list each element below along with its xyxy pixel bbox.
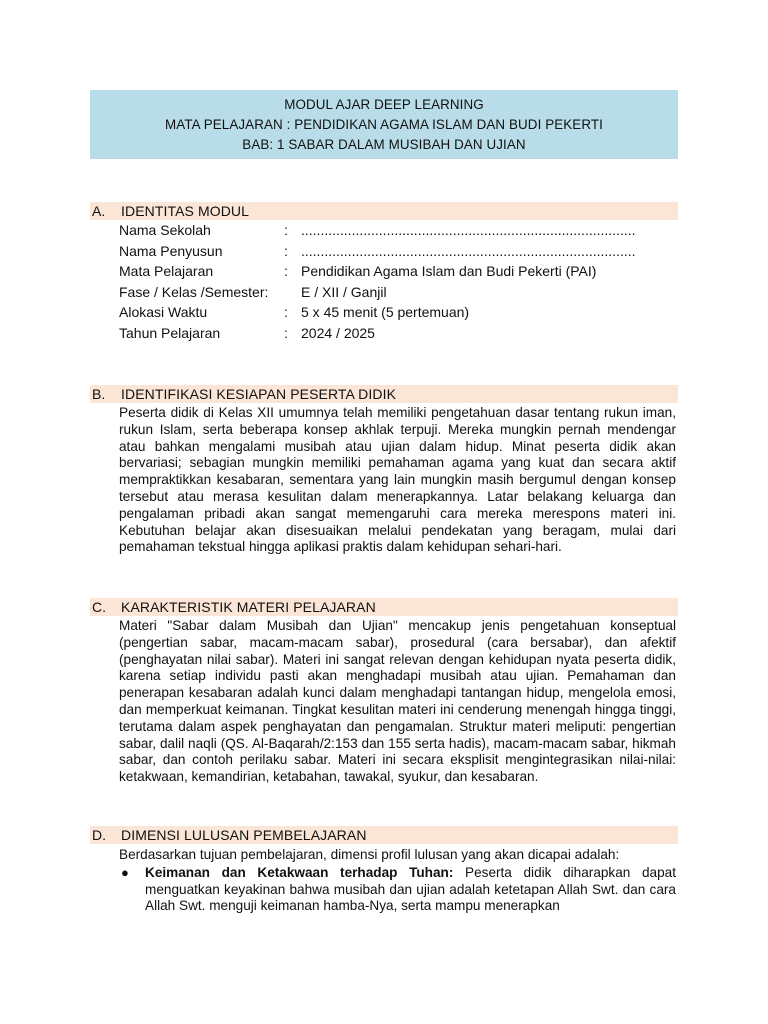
section-title: DIMENSI LULUSAN PEMBELAJARAN (121, 827, 367, 843)
section-heading (90, 598, 678, 616)
identity-label: Alokasi Waktu (119, 304, 208, 321)
section-letter: B. (92, 386, 106, 402)
section-intro: Berdasarkan tujuan pembelajaran, dimensi profil lulusan yang akan dicapai adalah: (119, 847, 620, 862)
identity-row (90, 282, 678, 303)
subject-title: MATA PELAJARAN : PENDIDIKAN AGAMA ISLAM DAN BUDI PEKERTI (165, 116, 603, 132)
section-heading (90, 385, 678, 403)
identity-label: Nama Sekolah (119, 222, 211, 239)
identity-value: 5 x 45 menit (5 pertemuan) (301, 304, 470, 321)
section-dimensi-lulusan (90, 826, 678, 915)
section-identitas-modul (90, 202, 678, 343)
bullet-text (145, 865, 676, 915)
bullet-icon: ● (121, 864, 129, 880)
bullet-body: Peserta didik diharapkan dapat menguatkan keyakinan bahwa musibah dan ujian adalah ketetapan Allah Swt. dan cara Allah Swt. menguji keimanan hamba-Nya, serta mampu menerapkan (145, 864, 676, 914)
module-title: MODUL AJAR DEEP LEARNING (284, 96, 484, 112)
list-item (119, 865, 676, 915)
identity-label: Nama Penyusun (119, 242, 223, 259)
identity-value: ...................................................................................... (301, 242, 636, 259)
identity-colon: : (284, 263, 288, 280)
identity-row (90, 220, 678, 241)
bullet-bold-label: Keimanan dan Ketakwaan terhadap Tuhan: (145, 864, 454, 880)
identity-row (90, 261, 678, 282)
identity-colon: : (284, 324, 288, 341)
identity-colon: : (284, 242, 288, 259)
identity-label: Tahun Pelajaran (119, 324, 221, 341)
identity-colon: : (284, 222, 288, 239)
identity-row (90, 302, 678, 323)
section-heading (90, 826, 678, 844)
module-title-box (90, 90, 678, 159)
section-letter: D. (92, 827, 106, 843)
section-identifikasi-kesiapan (90, 385, 678, 556)
section-title: IDENTITAS MODUL (121, 203, 250, 219)
section-title: KARAKTERISTIK MATERI PELAJARAN (121, 599, 376, 615)
identity-colon: : (284, 304, 288, 321)
identity-value: E / XII / Ganjil (301, 283, 387, 300)
identity-value: ...................................................................................... (301, 222, 636, 239)
section-title: IDENTIFIKASI KESIAPAN PESERTA DIDIK (121, 386, 397, 402)
identity-value: Pendidikan Agama Islam dan Budi Pekerti (PAI) (301, 263, 597, 280)
identity-label: Mata Pelajaran (119, 263, 214, 280)
section-letter: A. (92, 203, 106, 219)
chapter-title: BAB: 1 SABAR DALAM MUSIBAH DAN UJIAN (242, 136, 526, 152)
identity-table (90, 220, 678, 343)
identity-value: 2024 / 2025 (301, 324, 375, 341)
section-heading (90, 202, 678, 220)
identity-row (90, 323, 678, 344)
section-paragraph: Peserta didik di Kelas XII umumnya telah memiliki pengetahuan dasar tentang rukun iman, rukun Islam, serta beberapa konsep akhlak terpuji. Mereka mungkin pernah mendengar atau bahkan mengalami musibah atau ujian dalam hidup. Minat peserta didik akan bervariasi; sebagian mungkin memiliki pemahaman agama yang kuat dan secara aktif mempraktikkan kesabaran, sementara yang lain mungkin masih bergumul dengan konsep tersebut atau merasa kesulitan dalam menerapkannya. Latar belakang keluarga dan pengalaman pribadi akan sangat memengaruhi cara mereka merespons materi ini. Kebutuhan belajar akan disesuaikan melalui pendekatan yang beragam, mulai dari pemahaman tekstual hingga aplikasi praktis dalam kehidupan sehari-hari. (119, 405, 676, 555)
identity-label: Fase / Kelas /Semester: (119, 283, 269, 300)
identity-row (90, 241, 678, 262)
section-letter: C. (92, 599, 106, 615)
section-karakteristik-materi (90, 598, 678, 786)
section-paragraph: Materi "Sabar dalam Musibah dan Ujian" mencakup jenis pengetahuan konseptual (pengertian sabar, macam-macam sabar), prosedural (cara bersabar), dan afektif (penghayatan nilai sabar). Materi ini sangat relevan dengan kehidupan nyata peserta didik, karena setiap individu pasti akan menghadapi musibah atau ujian. Pemahaman dan penerapan kesabaran adalah kunci dalam menghadapi tantangan hidup, mengelola emosi, dan memperkuat keimanan. Tingkat kesulitan materi ini cenderung menengah hingga tinggi, terutama dalam aspek penghayatan dan pengamalan. Struktur materi meliputi: pengertian sabar, dalil naqli (QS. Al-Baqarah/2:153 dan 155 serta hadis), macam-macam sabar, hikmah sabar, dan contoh perilaku sabar. Materi ini secara eksplisit mengintegrasikan nilai-nilai: ketakwaan, kemandirian, ketabahan, tawakal, syukur, dan kesabaran. (119, 618, 676, 785)
